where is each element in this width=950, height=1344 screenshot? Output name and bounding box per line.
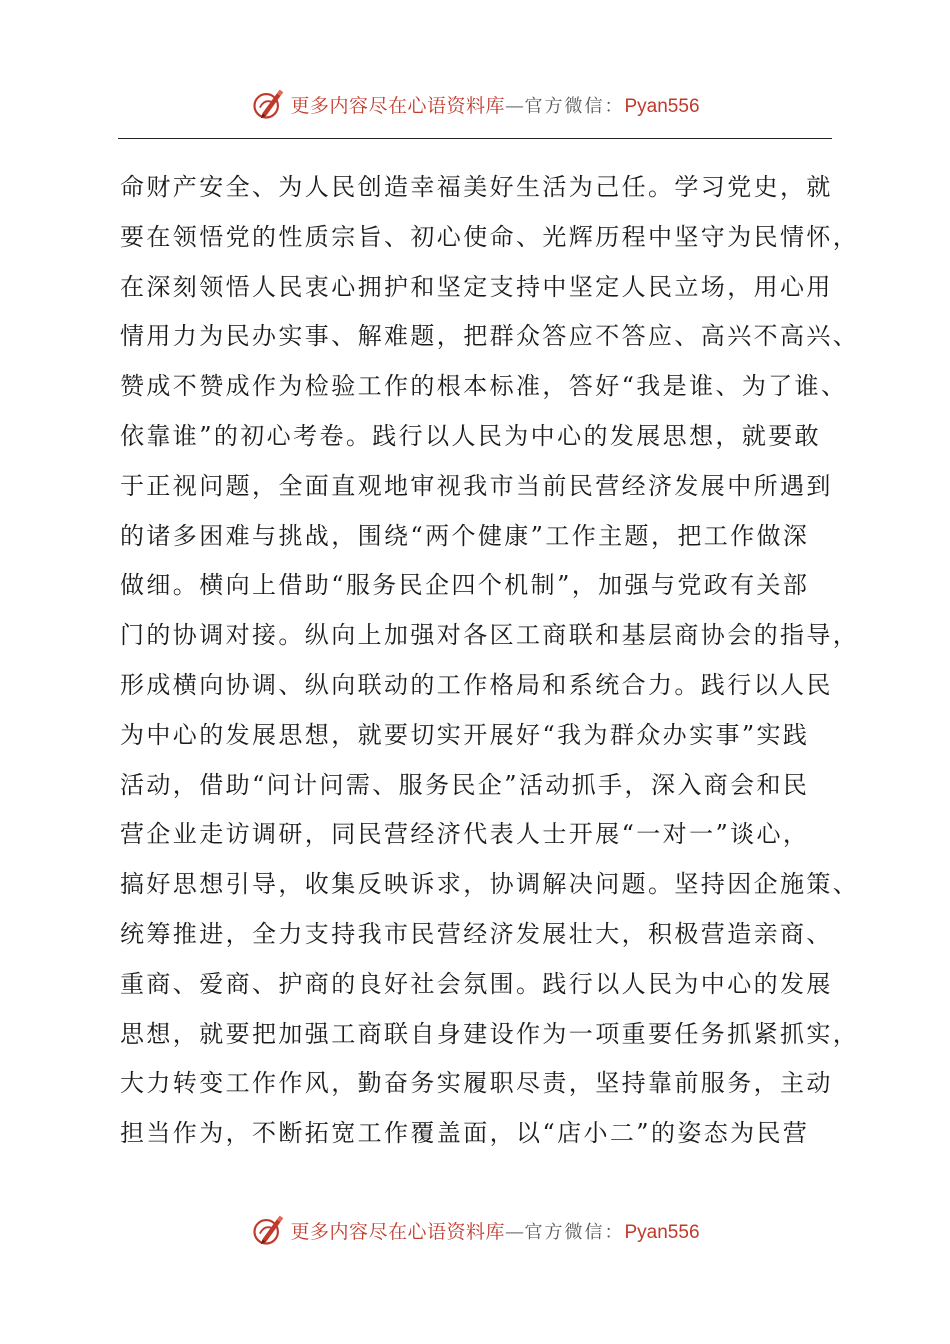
- body-line: 做细。横向上借助“服务民企四个机制”，加强与党政有关部: [120, 571, 810, 600]
- body-line: 形成横向协调、纵向联动的工作格局和系统合力。践行以人民: [120, 670, 833, 699]
- body-line: 搞好思想引导，收集反映诉求，协调解决问题。坚持因企施策、: [120, 870, 860, 899]
- header-banner: [0, 84, 950, 124]
- header-site-name: 更多内容尽在心语资料库: [290, 94, 505, 117]
- body-line: 为中心的发展思想，就要切实开展好“我为群众办实事”实践: [120, 720, 810, 749]
- body-line: 命财产安全、为人民创造幸福美好生活为己任。学习党史，就: [120, 173, 833, 201]
- header-banner-text: [290, 91, 699, 118]
- header-wechat-label: 官方微信：: [524, 95, 625, 117]
- body-line: 在深刻领悟人民衷心拥护和坚定支持中坚定人民立场，用心用: [120, 272, 833, 301]
- body-line: 活动，借助“问计问需、服务民企”活动抓手，深入商会和民: [120, 770, 810, 799]
- body-line: 统筹推进，全力支持我市民营经济发展壮大，积极营造亲商、: [120, 919, 833, 948]
- body-line: 的诸多困难与挑战，围绕“两个健康”工作主题，把工作做深: [120, 521, 810, 550]
- body-line: 大力转变工作作风，勤奋务实履职尽责，坚持靠前服务，主动: [120, 1069, 833, 1098]
- body-line: 门的协调对接。纵向上加强对各区工商联和基层商协会的指导，: [120, 621, 860, 650]
- body-line: 赞成不赞成作为检验工作的根本标准，答好“我是谁、为了谁、: [120, 372, 848, 401]
- pen-heart-logo-icon: [250, 86, 286, 122]
- header-separator: —: [505, 94, 525, 117]
- pen-heart-logo-icon: [250, 1212, 286, 1248]
- body-line: 重商、爱商、护商的良好社会氛围。践行以人民为中心的发展: [120, 969, 833, 998]
- body-line: 营企业走访调研，同民营经济代表人士开展“一对一”谈心，: [120, 820, 810, 849]
- body-line: 依靠谁”的初心考卷。践行以人民为中心的发展思想，就要敢: [120, 421, 822, 450]
- footer-banner-text: [290, 1217, 699, 1244]
- body-line: 情用力为民办实事、解难题，把群众答应不答应、高兴不高兴、: [120, 322, 860, 351]
- footer-separator: —: [505, 1220, 525, 1243]
- footer-banner: [0, 1210, 950, 1250]
- body-line: 要在领悟党的性质宗旨、初心使命、光辉历程中坚守为民情怀，: [120, 222, 860, 251]
- body-line: 于正视问题，全面直观地审视我市当前民营经济发展中所遇到: [120, 471, 833, 500]
- body-paragraph: [120, 163, 860, 1159]
- body-line: 思想，就要把加强工商联自身建设作为一项重要任务抓紧抓实，: [120, 1019, 860, 1048]
- footer-wechat-label: 官方微信：: [524, 1221, 625, 1243]
- header-wechat-id: Pyan556: [624, 95, 700, 117]
- header-divider: [118, 138, 832, 139]
- body-line: 担当作为，不断拓宽工作覆盖面，以“店小二”的姿态为民营: [120, 1119, 810, 1148]
- footer-site-name: 更多内容尽在心语资料库: [290, 1220, 505, 1243]
- footer-wechat-id: Pyan556: [624, 1221, 700, 1243]
